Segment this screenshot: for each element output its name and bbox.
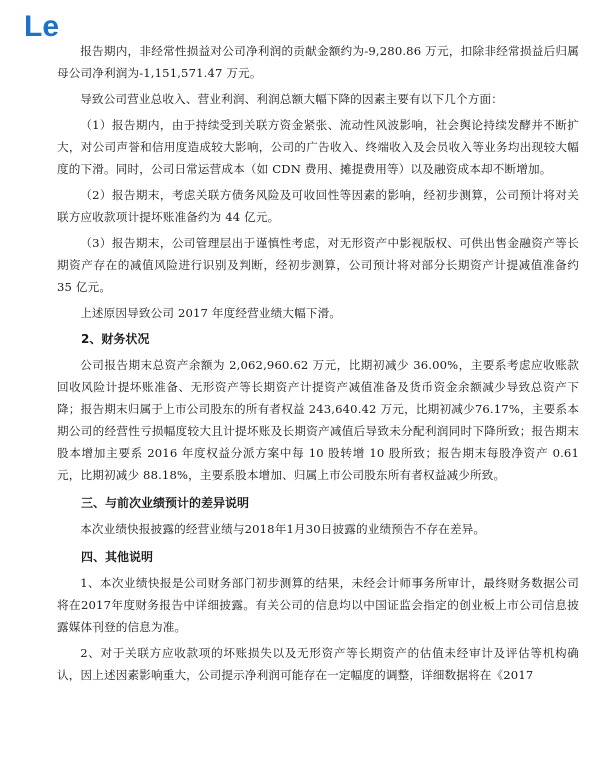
paragraph-summary: 上述原因导致公司 2017 年度经营业绩大幅下滑。 — [80, 306, 342, 320]
paragraph-note-2: 2、对于关联方应收款项的坏账损失以及无形资产等长期资产的估值未经审计及评估等机构确认，因上述因素影响重大，公司提示净利润可能存在一定幅度的调整，详细数据将在《2017 — [57, 646, 579, 682]
heading-financial-status: 2、财务状况 — [81, 332, 150, 346]
paragraph-note-1: 1、本次业绩快报是公司财务部门初步测算的结果，未经会计师事务所审计，最终财务数据公司将在2017年度财务报告中详细披露。有关公司的信息均以中国证监会指定的创业板上市公司信息披露媒体刊登的信息为准。 — [57, 576, 579, 634]
paragraph-nonrecurring-gains: 报告期内，非经常性损益对公司净利润的贡献金额约为-9,280.86 万元，扣除非经常损益后归属母公司净利润为-1,151,571.47 万元。 — [57, 44, 579, 80]
paragraph-factor-2: （2）报告期末，考虑关联方债务风险及可收回性等因素的影响，经初步测算，公司预计将对关联方应收款项计提坏账准备约为 44 亿元。 — [57, 188, 579, 224]
logo-mark — [22, 8, 82, 42]
paragraph-decline-factors-intro: 导致公司营业总收入、营业利润、利润总额大幅下降的因素主要有以下几个方面： — [80, 92, 503, 106]
letv-logo — [22, 8, 82, 42]
paragraph-financial-status: 公司报告期末总资产余额为 2,062,960.62 万元，比期初减少 36.00%，主要系考虑应收账款回收风险计提坏账准备、无形资产等长期资产计提资产减值准备及货币资金余额减少导致总资产下降；报告期末归属于上市公司股东的所有者权益 243,640.42 万元，比期初减少76.17%，主要系本期公司的经营性亏损幅度较大且计提坏账及长期资产减值后导致未分配利润同时下降所致；报告期末股本增加主要系 2016 年度权益分派方案中每 10 股转增 10 股所致；报告期末每股净资产 0.61 元，比期初减少 88.18%，主要系股本增加、归属上市公司股东所有者权益减少所致。 — [57, 358, 579, 482]
paragraph-factor-3: （3）报告期末，公司管理层出于谨慎性考虑，对无形资产中影视版权、可供出售金融资产等长期资产存在的减值风险进行识别及判断，经初步测算，公司预计将对部分长期资产计提减值准备约 35 亿元。 — [57, 236, 579, 294]
heading-other-notes: 四、其他说明 — [81, 550, 154, 564]
paragraph-factor-1: （1）报告期内，由于持续受到关联方资金紧张、流动性风波影响，社会舆论持续发酵并不断扩大，对公司声誉和信用度造成较大影响，公司的广告收入、终端收入及会员收入等业务均出现较大幅度的下滑。同时，公司日常运营成本（如 CDN 费用、摊提费用等）以及融资成本却不断增加。 — [57, 118, 579, 176]
logo-text: Le — [24, 10, 60, 42]
heading-difference-explanation: 三、与前次业绩预计的差异说明 — [81, 496, 250, 510]
paragraph-difference: 本次业绩快报披露的经营业绩与2018年1月30日披露的业绩预告不存在差异。 — [80, 522, 486, 536]
document-body — [57, 40, 579, 686]
